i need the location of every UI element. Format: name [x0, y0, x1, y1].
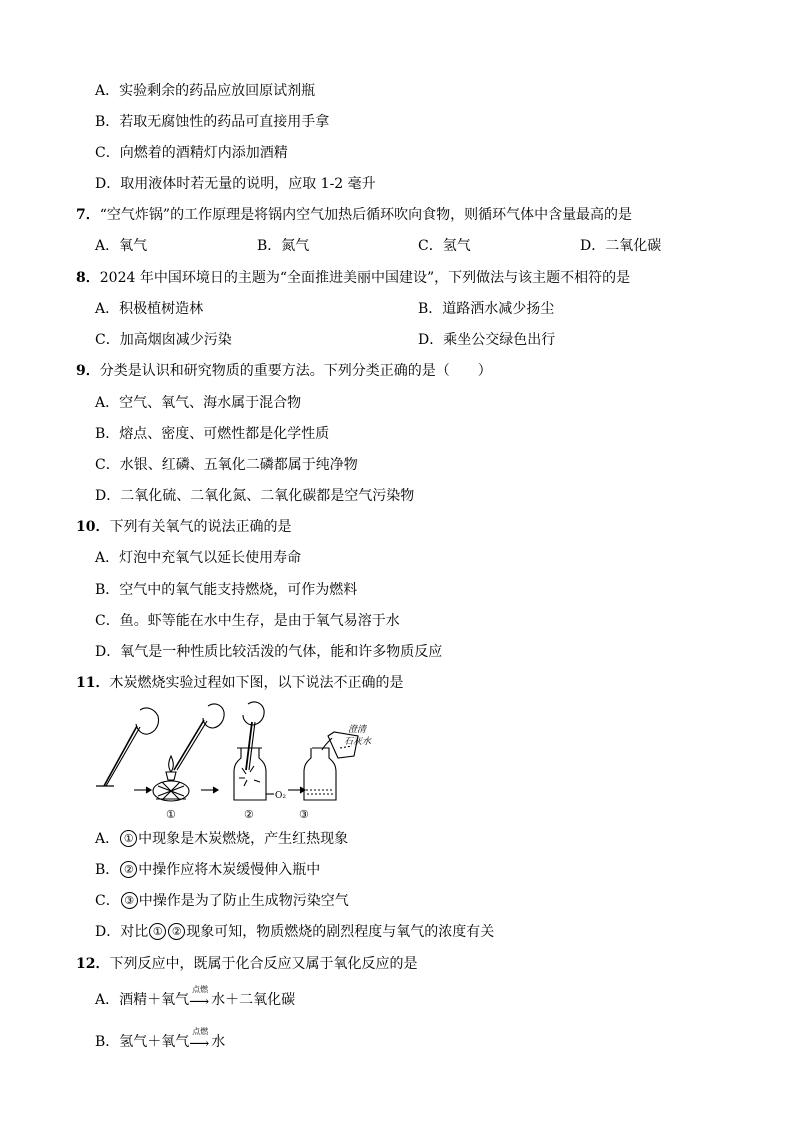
q11-option-b-text: 中操作应将木炭缓慢伸入瓶中 — [138, 862, 321, 878]
q9-stem-line — [76, 361, 492, 381]
q9-number: 9． — [76, 363, 100, 379]
q9-stem: 分类是认识和研究物质的重要方法。下列分类正确的是（ ） — [99, 363, 492, 379]
q10-option-b: B．空气中的氧气能支持燃烧，可作为燃料 — [95, 582, 358, 598]
q8-option-d: D．乘坐公交绿色出行 — [418, 332, 556, 348]
figure-label-1: ① — [166, 808, 176, 821]
q11-option-a-prefix: A． — [95, 831, 120, 847]
q8-option-b: B．道路洒水减少扬尘 — [418, 301, 555, 317]
q7-stem: “空气炸锅”的工作原理是将锅内空气加热后循环吹向食物，则循环气体中含量最高的是 — [99, 207, 633, 223]
q12-option-a — [95, 985, 296, 1010]
q12-stem: 下列反应中，既属于化合反应又属于氧化反应的是 — [109, 956, 418, 972]
q7-stem-line — [76, 205, 632, 225]
q7-option-a: A．氧气 — [95, 238, 148, 254]
figure-label-2: ② — [244, 808, 254, 821]
figure-label-3: ③ — [299, 808, 309, 821]
q7-number: 7． — [76, 207, 100, 223]
q11-option-d-prefix: D．对比 — [95, 924, 149, 940]
q12-number: 12． — [76, 956, 110, 972]
q8-number: 8． — [76, 270, 100, 286]
figure-limewater-label-2: 石灰水 — [344, 737, 372, 747]
charcoal-combustion-figure — [96, 700, 386, 825]
q12-stem-line — [76, 954, 417, 974]
circled-number-3: ③ — [121, 892, 138, 909]
q10-number: 10． — [76, 519, 110, 535]
q11-stem: 木炭燃烧实验过程如下图，以下说法不正确的是 — [109, 675, 404, 691]
circled-number-1: ① — [120, 830, 137, 847]
q6-option-c: C．向燃着的酒精灯内添加酒精 — [95, 145, 288, 161]
q6-option-b: B．若取无腐蚀性的药品可直接用手拿 — [95, 114, 330, 130]
q12-option-a-left: A．酒精＋氧气 — [95, 992, 190, 1008]
q8-stem: 2024 年中国环境日的主题为“全面推进美丽中国建设”，下列做法与该主题不相符的是 — [99, 270, 631, 286]
q12-option-b — [95, 1027, 226, 1052]
q11-option-b — [95, 860, 320, 880]
q9-option-c: C．水银、红磷、五氧化二磷都属于纯净物 — [95, 457, 358, 473]
q11-option-d — [95, 922, 494, 942]
q11-option-c — [95, 891, 349, 911]
q10-stem-line — [76, 517, 291, 537]
q10-option-a: A．灯泡中充氧气以延长使用寿命 — [95, 550, 302, 566]
circled-number-2: ② — [120, 861, 137, 878]
q11-option-a — [95, 829, 348, 849]
q11-option-b-prefix: B． — [95, 862, 120, 878]
q8-option-a: A．积极植树造林 — [95, 301, 204, 317]
q12-option-b-right: 水 — [211, 1034, 226, 1050]
figure-o2-label: O₂ — [275, 791, 286, 801]
reaction-arrow — [189, 1027, 211, 1052]
q7-option-d: D．二氧化碳 — [580, 238, 662, 254]
circled-number-1: ① — [149, 923, 166, 940]
q8-option-c: C．加高烟囱减少污染 — [95, 332, 232, 348]
q7-option-b: B．氮气 — [257, 238, 310, 254]
q11-stem-line — [76, 673, 403, 693]
reaction-condition: 点燃 — [192, 1027, 209, 1036]
q9-option-d: D．二氧化硫、二氧化氮、二氧化碳都是空气污染物 — [95, 488, 415, 504]
q7-option-c: C．氢气 — [418, 238, 471, 254]
figure-limewater-label-1: 澄清 — [348, 725, 367, 735]
q11-number: 11． — [76, 675, 110, 691]
q9-option-a: A．空气、氧气、海水属于混合物 — [95, 395, 302, 411]
circled-number-2: ② — [168, 923, 185, 940]
q6-option-a: A．实验剩余的药品应放回原试剂瓶 — [95, 83, 316, 99]
q10-option-d: D．氧气是一种性质比较活泼的气体，能和许多物质反应 — [95, 644, 443, 660]
q12-option-a-right: 水＋二氧化碳 — [211, 992, 296, 1008]
arrow-icon: ⟶ — [189, 1036, 210, 1052]
q11-option-c-text: 中操作是为了防止生成物污染空气 — [138, 893, 349, 909]
q8-stem-line — [76, 268, 630, 288]
q6-option-d: D．取用液体时若无量的说明，应取 1-2 毫升 — [95, 176, 376, 192]
reaction-arrow — [189, 985, 211, 1010]
q11-option-c-prefix: C． — [95, 893, 120, 909]
reaction-condition: 点燃 — [192, 985, 209, 994]
arrow-icon: ⟶ — [189, 994, 210, 1010]
q12-option-b-left: B．氢气＋氧气 — [95, 1034, 190, 1050]
q11-option-a-text: 中现象是木炭燃烧，产生红热现象 — [138, 831, 349, 847]
q10-stem: 下列有关氧气的说法正确的是 — [109, 519, 292, 535]
q11-option-d-text: 现象可知，物质燃烧的剧烈程度与氧气的浓度有关 — [186, 924, 495, 940]
q10-option-c: C．鱼。虾等能在水中生存，是由于氧气易溶于水 — [95, 613, 400, 629]
q9-option-b: B．熔点、密度、可燃性都是化学性质 — [95, 426, 330, 442]
